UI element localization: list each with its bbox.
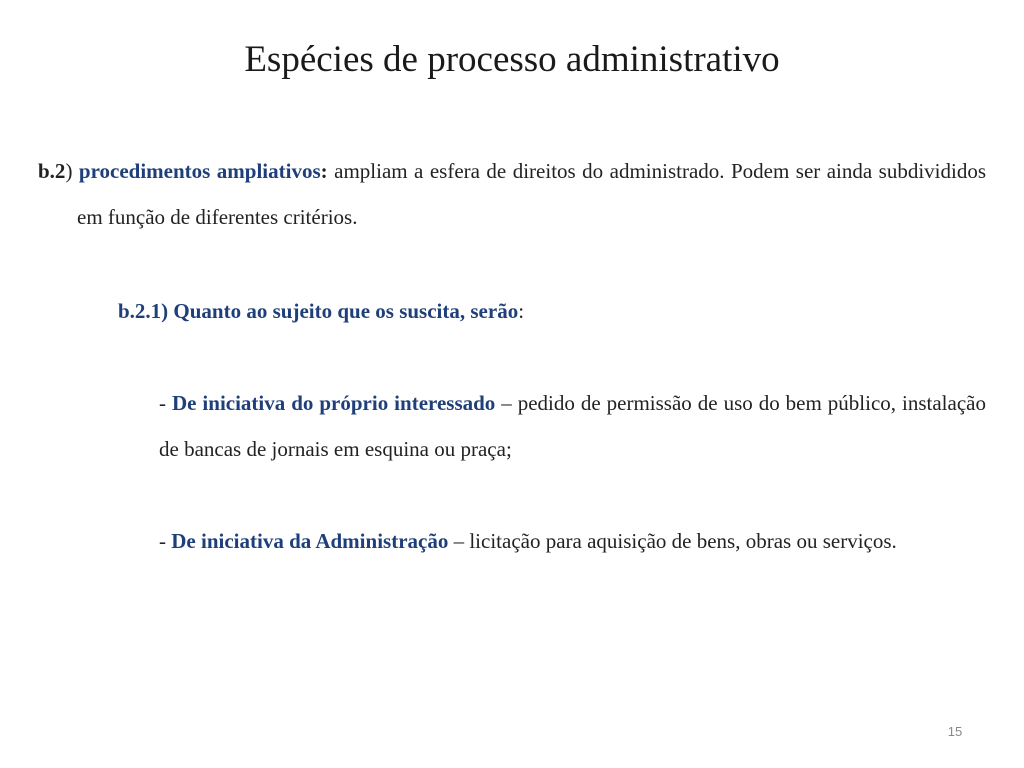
item-term: De iniciativa do próprio interessado	[171, 391, 496, 415]
b2-colon: :	[320, 159, 328, 183]
b2-text: ampliam a esfera de direitos do administrado. Podem ser ainda subdivididos em função de diferentes critérios.	[77, 159, 987, 229]
b21-colon: :	[518, 299, 525, 323]
item-text: – pedido de permissão de uso do bem público, instalação de bancas de jornais em esquina ou praça;	[159, 391, 986, 461]
b21-heading: b.2.1) Quanto ao sujeito que os suscita, serão	[118, 299, 519, 323]
b2-label: b.2	[38, 159, 66, 183]
b2-paren: )	[65, 159, 73, 183]
list-item	[159, 518, 986, 564]
item-dash: -	[159, 529, 172, 553]
item-term: De iniciativa da Administração	[171, 529, 449, 553]
item-text: – licitação para aquisição de bens, obras ou serviços.	[448, 529, 897, 553]
slide-title: Espécies de processo administrativo	[244, 39, 780, 80]
list-item	[159, 380, 986, 472]
page-number: 15	[947, 724, 963, 739]
paragraph-b2	[38, 148, 986, 240]
b2-term: procedimentos ampliativos	[78, 159, 321, 183]
item-dash: -	[159, 391, 172, 415]
paragraph-b21	[118, 288, 986, 334]
